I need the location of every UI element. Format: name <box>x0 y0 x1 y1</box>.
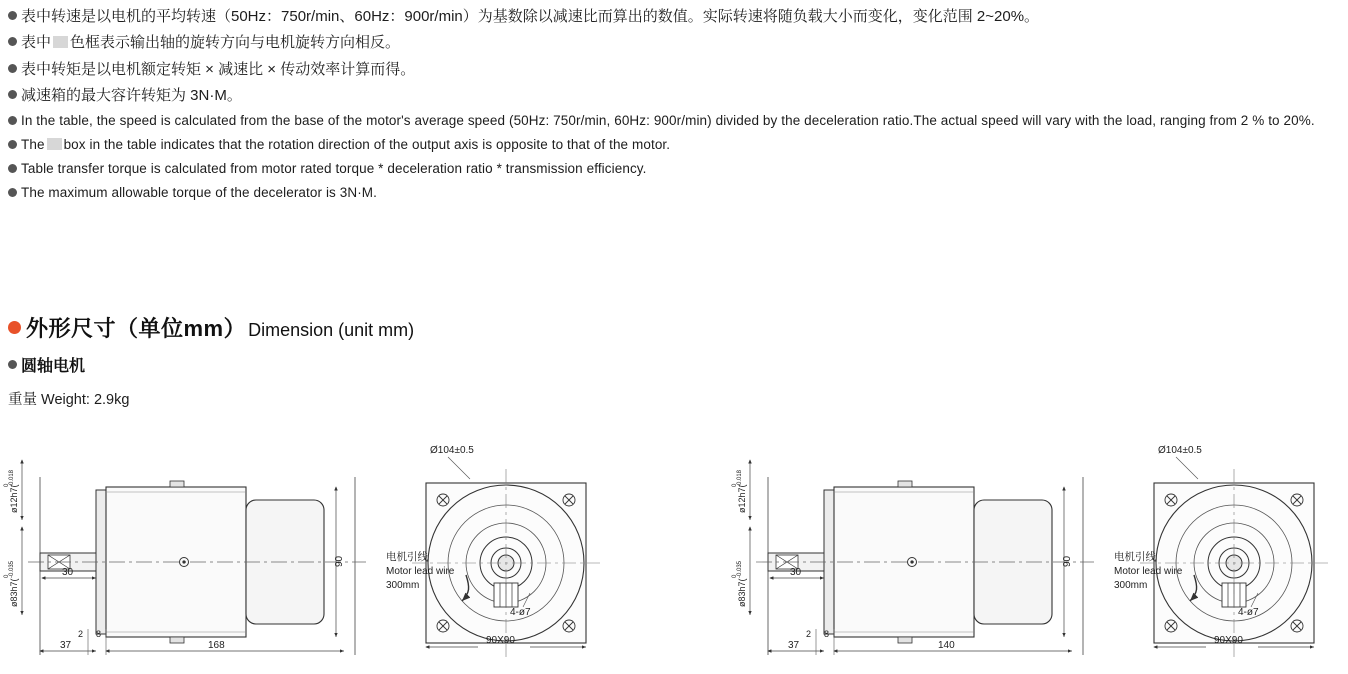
label-lead-cn: 电机引线 <box>1114 551 1156 563</box>
note-text-post: box in the table indicates that the rotation direction of the output axis is opposite to that of the motor. <box>63 137 671 153</box>
bullet-icon <box>8 360 17 369</box>
dim-flange-diameter <box>732 527 750 615</box>
label-90: 90 <box>1062 555 1073 567</box>
bullet-icon <box>8 37 17 46</box>
label-30: 30 <box>62 567 74 578</box>
gray-box-swatch <box>47 138 62 150</box>
note-item <box>8 159 1344 179</box>
note-item <box>8 85 1344 107</box>
dim-shaft-diameter <box>732 460 750 520</box>
subsection-title-cn: 圆轴电机 <box>21 358 86 375</box>
label-shaft-dia: ø12h7( <box>9 484 19 513</box>
label-shaft-tol-top: 0 <box>4 483 10 487</box>
weight-label-en: Weight: <box>41 392 90 408</box>
bullet-icon <box>8 188 17 197</box>
notes-list <box>8 6 1344 207</box>
dim-flange-diameter <box>4 527 22 615</box>
label-shaft-tol-top: 0 <box>732 483 738 487</box>
label-circle-dia: Ø104±0.5 <box>1158 445 1202 456</box>
note-text <box>21 32 1344 54</box>
weight-value: 2.9kg <box>93 392 130 408</box>
bullet-icon <box>8 11 17 20</box>
note-item <box>8 111 1344 131</box>
orange-dot-icon <box>8 321 21 334</box>
dimension-drawings <box>0 415 1348 670</box>
gray-box-swatch <box>53 36 68 48</box>
label-lead-en: Motor lead wire <box>386 566 455 577</box>
drawing-motor-168 <box>4 445 600 657</box>
note-item <box>8 6 1344 28</box>
label-shaft-tol-bot: -0.018 <box>9 469 15 487</box>
label-90: 90 <box>334 555 345 567</box>
section-title-en: Dimension (unit mm) <box>248 320 415 340</box>
note-text: The maximum allowable torque of the decelerator is 3N·M. <box>21 185 377 201</box>
section-title-cn: 外形尺寸（单位mm） <box>26 316 247 341</box>
label-lead-en: Motor lead wire <box>1114 566 1183 577</box>
label-2: 2 <box>806 629 812 639</box>
label-circle-dia: Ø104±0.5 <box>430 445 474 456</box>
dim-shaft-diameter <box>4 460 22 520</box>
bullet-icon <box>8 64 17 73</box>
label-flange-tol-bot: -0.035 <box>737 560 743 578</box>
label-8: 8 <box>96 629 102 639</box>
weight-line <box>8 388 129 409</box>
label-shaft-dia: ø12h7( <box>737 484 747 513</box>
label-37: 37 <box>788 640 800 651</box>
label-2: 2 <box>78 629 84 639</box>
label-flange-dia: ø83h7( <box>9 578 19 607</box>
bullet-icon <box>8 90 17 99</box>
label-140: 140 <box>938 640 955 651</box>
label-168: 168 <box>208 640 225 651</box>
note-text: 减速箱的最大容许转矩为 3N·M。 <box>21 86 242 104</box>
note-item <box>8 135 1344 155</box>
note-item <box>8 59 1344 81</box>
label-shaft-tol-bot: -0.018 <box>737 469 743 487</box>
bullet-icon <box>8 140 17 149</box>
dim-body-height <box>1062 487 1073 637</box>
label-flange-tol-bot: -0.035 <box>9 560 15 578</box>
note-text-post: 色框表示输出轴的旋转方向与电机旋转方向相反。 <box>70 34 401 52</box>
label-37: 37 <box>60 640 72 651</box>
dim-body-height <box>334 487 345 637</box>
label-flange-tol-top: 0 <box>732 574 738 578</box>
label-square: 90X90 <box>1214 635 1243 646</box>
label-lead-length: 300mm <box>386 580 420 591</box>
note-text <box>21 135 1344 155</box>
subsection-heading <box>8 353 85 376</box>
weight-label-cn: 重量 <box>8 392 37 408</box>
label-30: 30 <box>790 567 802 578</box>
note-text-pre: 表中 <box>21 34 52 52</box>
label-square: 90X90 <box>486 635 515 646</box>
note-text: In the table, the speed is calculated from the base of the motor's average speed (50Hz: 750r/min, 60Hz: 900r/min) divided by the deceleration ratio.The actual speed will vary with the load, ranging from 2 % to 20%. <box>21 113 1315 128</box>
label-lead-cn: 电机引线 <box>386 551 428 563</box>
note-text: 表中转矩是以电机额定转矩 × 减速比 × 传动效率计算而得。 <box>21 60 416 78</box>
note-item <box>8 32 1344 54</box>
label-flange-tol-top: 0 <box>4 574 10 578</box>
section-heading <box>8 312 414 343</box>
label-holes: 4-ø7 <box>1238 607 1259 618</box>
label-8: 8 <box>824 629 830 639</box>
label-flange-dia: ø83h7( <box>737 578 747 607</box>
drawing-motor-140 <box>732 445 1328 657</box>
note-text: 表中转速是以电机的平均转速（50Hz：750r/min、60Hz：900r/min）为基数除以减速比而算出的数值。实际转速将随负载大小而变化，变化范围 2~20%。 <box>21 8 1040 25</box>
note-text: Table transfer torque is calculated from motor rated torque * deceleration ratio * transmission efficiency. <box>21 161 647 177</box>
note-text-pre: The <box>21 137 45 153</box>
label-lead-length: 300mm <box>1114 580 1148 591</box>
label-holes: 4-ø7 <box>510 607 531 618</box>
bullet-icon <box>8 116 17 125</box>
note-item <box>8 183 1344 203</box>
bullet-icon <box>8 164 17 173</box>
drawings-svg <box>0 415 1348 670</box>
